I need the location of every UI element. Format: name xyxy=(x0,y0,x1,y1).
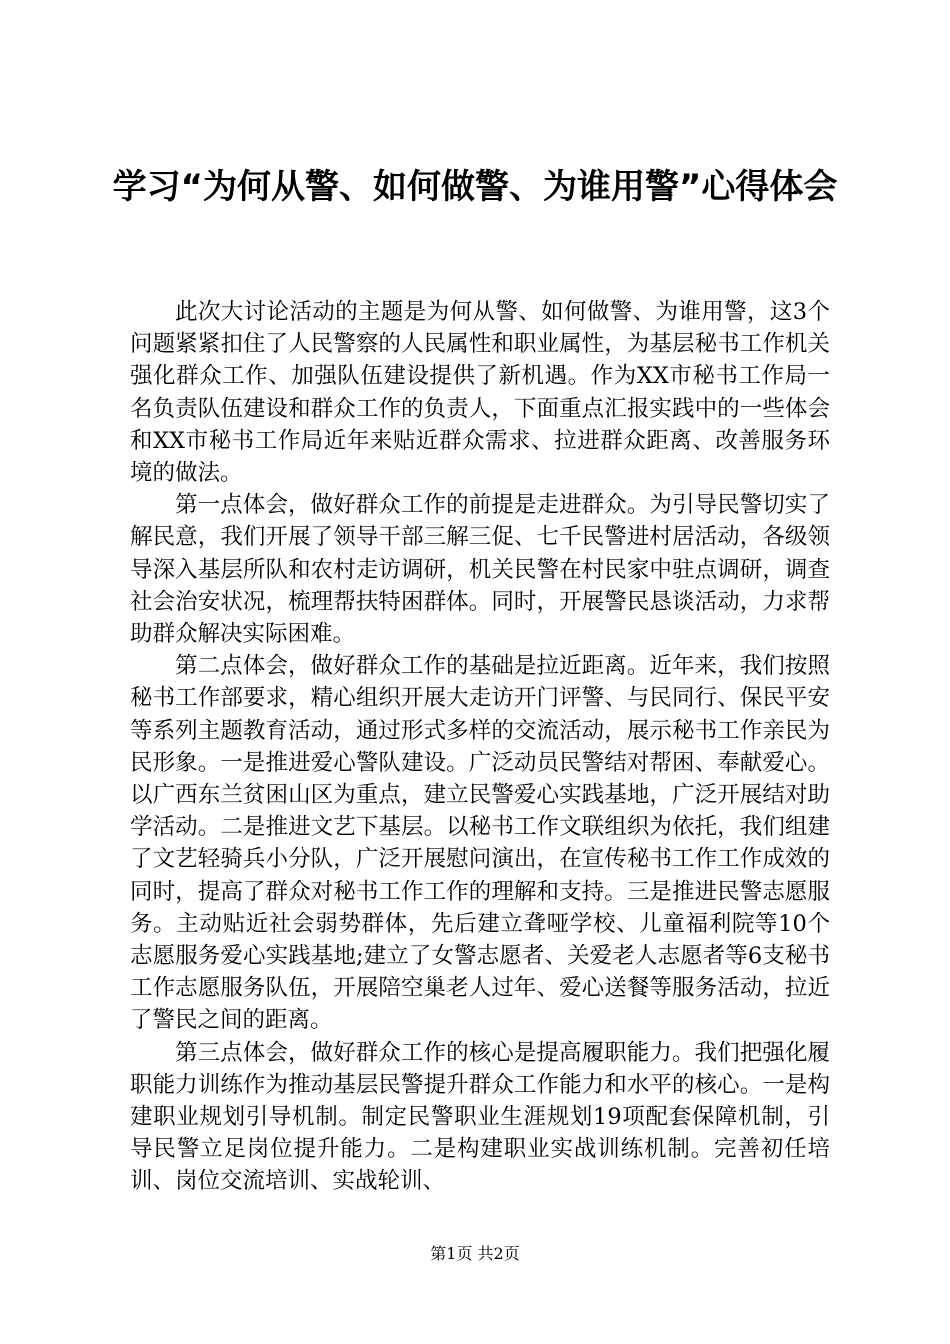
document-title: 学习“为何从警、如何做警、为谁用警”心得体会 xyxy=(112,167,838,207)
paragraph-point-1: 第一点体会，做好群众工作的前提是走进群众。为引导民警切实了解民意，我们开展了领导干部三解三促、七千民警进村居活动，各级领导深入基层所队和农村走访调研，机关民警在村民家中驻点调研，调查社会治安状况，梳理帮扶特困群体。同时，开展警民恳谈活动，力求帮助群众解决实际困难。 xyxy=(130,492,830,648)
page-number-footer: 第1页 共2页 xyxy=(430,1244,520,1263)
paragraph-point-3: 第三点体会，做好群众工作的核心是提高履职能力。我们把强化履职能力训练作为推动基层民警提升群众工作能力和水平的核心。一是构建职业规划引导机制。制定民警职业生涯规划19项配套保障机制，引导民警立足岗位提升能力。二是构建职业实战训练机制。完善初任培训、岗位交流培训、实战轮训、 xyxy=(130,1039,830,1195)
paragraph-intro: 此次大讨论活动的主题是为何从警、如何做警、为谁用警，这3个问题紧紧扣住了人民警察的人民属性和职业属性，为基层秘书工作机关强化群众工作、加强队伍建设提供了新机遇。作为XX市秘书工作局一名负责队伍建设和群众工作的负责人，下面重点汇报实践中的一些体会和XX市秘书工作局近年来贴近群众需求、拉进群众距离、改善服务环境的做法。 xyxy=(130,299,830,487)
paragraph-point-2: 第二点体会，做好群众工作的基础是拉近距离。近年来，我们按照秘书工作部要求，精心组织开展大走访开门评警、与民同行、保民平安等系列主题教育活动，通过形式多样的交流活动，展示秘书工作亲民为民形象。一是推进爱心警队建设。广泛动员民警结对帮困、奉献爱心。以广西东兰贫困山区为重点，建立民警爱心实践基地，广泛开展结对助学活动。二是推进文艺下基层。以秘书工作文联组织为依托，我们组建了文艺轻骑兵小分队，广泛开展慰问演出，在宣传秘书工作工作成效的同时，提高了群众对秘书工作工作的理解和支持。三是推进民警志愿服务。主动贴近社会弱势群体，先后建立聋哑学校、儿童福利院等10个志愿服务爱心实践基地;建立了女警志愿者、关爱老人志愿者等6支秘书工作志愿服务队伍，开展陪空巢老人过年、爱心送餐等服务活动，拉近了警民之间的距离。 xyxy=(130,653,830,1034)
document-body xyxy=(130,296,830,1198)
